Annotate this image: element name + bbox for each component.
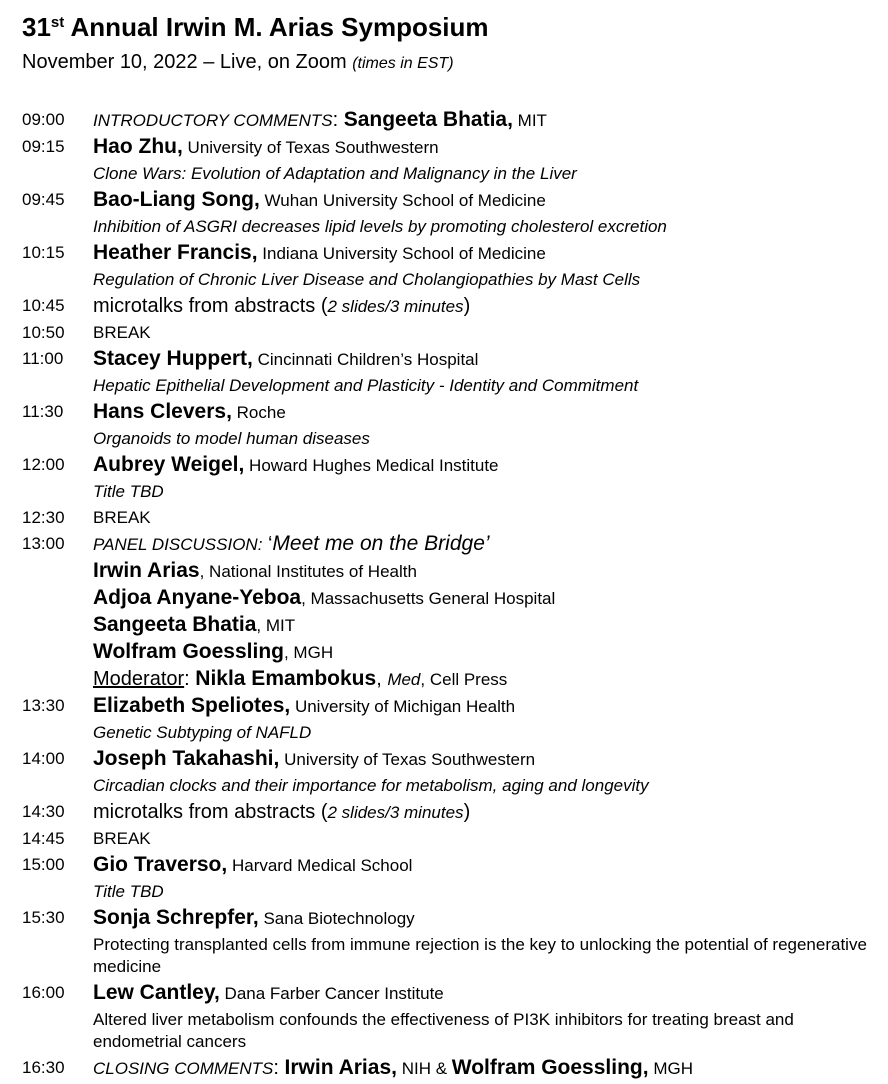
session-content xyxy=(93,293,872,320)
speaker-affiliation: Cincinnati Children’s Hospital xyxy=(252,350,479,369)
time-label: 11:30 xyxy=(22,402,64,421)
microtalks-format: 2 slides/3 minutes xyxy=(327,803,464,822)
speaker-name: Hans Clevers, xyxy=(93,400,232,423)
schedule-row-1430 xyxy=(22,799,872,826)
session-content xyxy=(93,240,872,293)
panelist-name: Irwin Arias xyxy=(93,559,200,582)
panelist-affiliation: , MGH xyxy=(283,643,334,662)
schedule-row-0945 xyxy=(22,187,872,240)
speaker-affiliation: Wuhan University School of Medicine xyxy=(259,191,546,210)
speaker-affiliation: NIH & xyxy=(396,1059,452,1078)
session-content xyxy=(93,852,872,905)
title-text: Annual Irwin M. Arias Symposium xyxy=(64,12,489,42)
session-content xyxy=(93,505,872,531)
session-content xyxy=(93,826,872,852)
panelist xyxy=(93,585,872,612)
schedule-row-1300 xyxy=(22,531,872,693)
schedule-row-1100 xyxy=(22,346,872,399)
speaker-affiliation: MIT xyxy=(512,111,547,130)
time-label: 13:00 xyxy=(22,534,65,553)
session-content xyxy=(93,980,872,1055)
speaker-affiliation: University of Texas Southwestern xyxy=(279,750,536,769)
speaker-affiliation: Roche xyxy=(231,403,286,422)
speaker-name: Hao Zhu, xyxy=(93,135,183,158)
paren-close: ) xyxy=(463,801,471,823)
panelist-affiliation: , National Institutes of Health xyxy=(199,562,417,581)
quote-mark: ‘ xyxy=(262,533,273,555)
paren-open: ( xyxy=(315,295,328,317)
symposium-subtitle xyxy=(22,49,872,77)
moderator-label: Moderator xyxy=(93,668,185,690)
session-content xyxy=(93,107,872,134)
panelist-name: Sangeeta Bhatia xyxy=(93,613,257,636)
panelist xyxy=(93,558,872,585)
time-label: 16:00 xyxy=(22,983,65,1002)
time-label: 09:00 xyxy=(22,110,65,129)
time-label: 10:45 xyxy=(22,296,65,315)
speaker-affiliation: University of Texas Southwestern xyxy=(182,138,439,157)
speaker-name: Irwin Arias, xyxy=(284,1056,397,1079)
speaker-name: Sangeeta Bhatia, xyxy=(343,108,513,131)
separator: : xyxy=(332,109,344,131)
schedule-row-1200 xyxy=(22,452,872,505)
talk-title: Circadian clocks and their importance for metabolism, aging and longevity xyxy=(93,776,649,795)
time-label: 16:30 xyxy=(22,1058,65,1077)
session-content xyxy=(93,134,872,187)
schedule-row-1530 xyxy=(22,905,872,980)
break-label: BREAK xyxy=(93,829,151,848)
talk-title: Organoids to model human diseases xyxy=(93,429,370,448)
speaker-name: Bao-Liang Song, xyxy=(93,188,260,211)
talk-title: Title TBD xyxy=(93,882,164,901)
speaker-affiliation: University of Michigan Health xyxy=(290,697,516,716)
talk-title: Inhibition of ASGRI decreases lipid levels by promoting cholesterol excretion xyxy=(93,217,667,236)
time-label: 13:30 xyxy=(22,696,65,715)
panel-content xyxy=(93,531,872,693)
speaker-name: Elizabeth Speliotes, xyxy=(93,694,291,717)
schedule-row-1400 xyxy=(22,746,872,799)
symposium-title xyxy=(22,10,872,49)
separator: : xyxy=(273,1057,285,1079)
speaker-affiliation: Sana Biotechnology xyxy=(258,909,415,928)
moderator-journal: Med xyxy=(387,670,421,689)
microtalks-format: 2 slides/3 minutes xyxy=(327,297,464,316)
time-label: 11:00 xyxy=(22,349,64,368)
subtitle-text: November 10, 2022 – Live, on Zoom xyxy=(22,51,353,73)
schedule-row-1130 xyxy=(22,399,872,452)
speaker-name: Wolfram Goessling, xyxy=(451,1056,649,1079)
time-label: 14:00 xyxy=(22,749,65,768)
speaker-affiliation: Harvard Medical School xyxy=(227,856,413,875)
schedule-row-0900 xyxy=(22,107,872,134)
speaker-name: Lew Cantley, xyxy=(93,981,220,1004)
session-content xyxy=(93,399,872,452)
panelist xyxy=(93,612,872,639)
schedule-row-1050 xyxy=(22,320,872,346)
session-content xyxy=(93,746,872,799)
schedule-row-1445 xyxy=(22,826,872,852)
timezone-note: (times in EST) xyxy=(352,55,454,72)
time-label: 15:00 xyxy=(22,855,65,874)
panelist-affiliation: , Massachusetts General Hospital xyxy=(301,589,556,608)
break-label: BREAK xyxy=(93,508,151,527)
talk-title: Hepatic Epithelial Development and Plasticity - Identity and Commitment xyxy=(93,376,639,395)
microtalks-label: microtalks from abstracts xyxy=(93,801,316,823)
session-content xyxy=(93,1055,872,1082)
moderator xyxy=(93,666,872,693)
session-content xyxy=(93,693,872,746)
talk-title: Clone Wars: Evolution of Adaptation and Malignancy in the Liver xyxy=(93,164,577,183)
panelist-name: Adjoa Anyane-Yeboa xyxy=(93,586,302,609)
speaker-name: Aubrey Weigel, xyxy=(93,453,245,476)
program-page xyxy=(22,10,872,1082)
schedule-row-1500 xyxy=(22,852,872,905)
moderator-publisher: , Cell Press xyxy=(420,670,508,689)
speaker-name: Sonja Schrepfer, xyxy=(93,906,259,929)
schedule-row-1630 xyxy=(22,1055,872,1082)
panelist xyxy=(93,639,872,666)
session-content xyxy=(93,187,872,240)
moderator-name: Nikla Emambokus xyxy=(195,667,377,690)
session-label: CLOSING COMMENTS xyxy=(93,1059,274,1078)
schedule-row-1330 xyxy=(22,693,872,746)
session-label: PANEL DISCUSSION: xyxy=(93,535,263,554)
title-number: 31 xyxy=(22,12,51,42)
session-content xyxy=(93,905,872,980)
title-ordinal-suffix: st xyxy=(50,14,65,31)
paren-open: ( xyxy=(315,801,328,823)
speaker-affiliation: Indiana University School of Medicine xyxy=(257,244,546,263)
session-content xyxy=(93,452,872,505)
schedule-row-1230 xyxy=(22,505,872,531)
schedule-row-1045 xyxy=(22,293,872,320)
schedule xyxy=(22,107,872,1082)
speaker-affiliation: MGH xyxy=(648,1059,693,1078)
paren-close: ) xyxy=(463,295,471,317)
time-label: 14:45 xyxy=(22,829,65,848)
separator: , xyxy=(376,668,388,690)
talk-title: Altered liver metabolism confounds the effectiveness of PI3K inhibitors for treating breast and endometrial cancers xyxy=(93,1010,794,1051)
speaker-name: Heather Francis, xyxy=(93,241,258,264)
break-label: BREAK xyxy=(93,323,151,342)
speaker-affiliation: Dana Farber Cancer Institute xyxy=(219,984,444,1003)
panelist-name: Wolfram Goessling xyxy=(93,640,284,663)
time-label: 12:30 xyxy=(22,508,65,527)
speaker-name: Stacey Huppert, xyxy=(93,347,253,370)
session-content xyxy=(93,799,872,826)
time-label: 15:30 xyxy=(22,908,65,927)
schedule-row-1600 xyxy=(22,980,872,1055)
time-label: 14:30 xyxy=(22,802,65,821)
talk-title: Protecting transplanted cells from immune rejection is the key to unlocking the potential of regenerative medicine xyxy=(93,935,867,976)
panel-title: Meet me on the Bridge’ xyxy=(272,532,490,555)
session-content xyxy=(93,320,872,346)
session-content xyxy=(93,346,872,399)
time-label: 09:45 xyxy=(22,190,65,209)
talk-title: Title TBD xyxy=(93,482,164,501)
microtalks-label: microtalks from abstracts xyxy=(93,295,316,317)
speaker-name: Joseph Takahashi, xyxy=(93,747,280,770)
time-label: 12:00 xyxy=(22,455,65,474)
talk-title: Regulation of Chronic Liver Disease and Cholangiopathies by Mast Cells xyxy=(93,270,641,289)
speaker-name: Gio Traverso, xyxy=(93,853,228,876)
session-label: INTRODUCTORY COMMENTS xyxy=(93,111,333,130)
panelist-affiliation: , MIT xyxy=(256,616,296,635)
separator: : xyxy=(184,668,196,690)
schedule-row-1015 xyxy=(22,240,872,293)
schedule-row-0915 xyxy=(22,134,872,187)
time-label: 09:15 xyxy=(22,137,65,156)
time-label: 10:50 xyxy=(22,323,65,342)
talk-title: Genetic Subtyping of NAFLD xyxy=(93,723,312,742)
time-label: 10:15 xyxy=(22,243,65,262)
speaker-affiliation: Howard Hughes Medical Institute xyxy=(244,456,499,475)
